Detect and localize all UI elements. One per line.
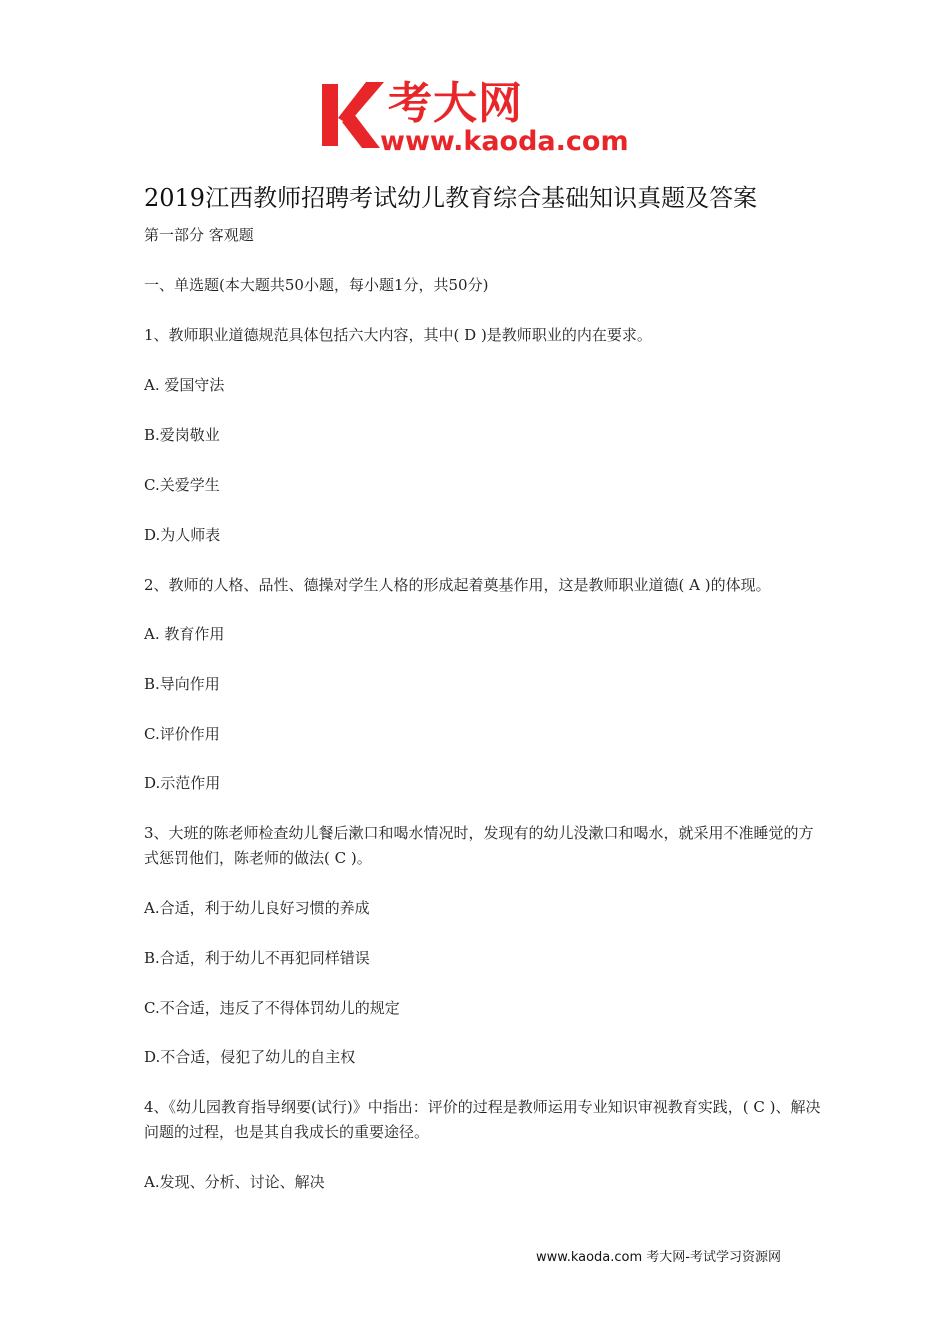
- question-stem: 1、教师职业道德规范具体包括六大内容，其中( D )是教师职业的内在要求。: [144, 326, 652, 344]
- option-a: A. 教育作用: [144, 625, 225, 643]
- document-title: 2019江西教师招聘考试幼儿教育综合基础知识真题及答案: [144, 184, 758, 212]
- option-a: A.发现、分析、讨论、解决: [144, 1173, 325, 1191]
- page-footer: www.kaoda.com 考大网-考试学习资源网: [536, 1250, 781, 1265]
- option-d: D.为人师表: [144, 526, 221, 544]
- section-heading: 一、单选题(本大题共50小题，每小题1分，共50分): [144, 276, 489, 294]
- logo-url: www.kaoda.com: [380, 126, 629, 157]
- option-a: A.合适，利于幼儿良好习惯的养成: [144, 899, 370, 917]
- option-b: B.爱岗敬业: [144, 426, 220, 444]
- option-d: D.不合适，侵犯了幼儿的自主权: [144, 1048, 356, 1066]
- question-stem: 4、《幼儿园教育指导纲要(试行)》中指出：评价的过程是教师运用专业知识审视教育实践，( C )、解决问题的过程，也是其自我成长的重要途径。: [144, 1098, 821, 1141]
- logo-brand-name: 考大网: [388, 78, 523, 129]
- question-stem: 3、大班的陈老师检查幼儿餐后漱口和喝水情况时，发现有的幼儿没漱口和喝水，就采用不准睡觉的方式惩罚他们，陈老师的做法( C )。: [144, 824, 814, 867]
- option-b: B.导向作用: [144, 675, 220, 693]
- logo-k-mark-icon: [318, 78, 388, 152]
- kaoda-logo: [318, 78, 638, 158]
- question-stem: 2、教师的人格、品性、德操对学生人格的形成起着奠基作用，这是教师职业道德( A )的体现。: [144, 576, 771, 594]
- option-b: B.合适，利于幼儿不再犯同样错误: [144, 949, 370, 967]
- option-c: C.不合适，违反了不得体罚幼儿的规定: [144, 999, 400, 1017]
- part-heading: 第一部分 客观题: [144, 226, 254, 244]
- option-c: C.评价作用: [144, 725, 220, 743]
- option-d: D.示范作用: [144, 774, 221, 792]
- option-a: A. 爱国守法: [144, 376, 225, 394]
- option-c: C.关爱学生: [144, 476, 220, 494]
